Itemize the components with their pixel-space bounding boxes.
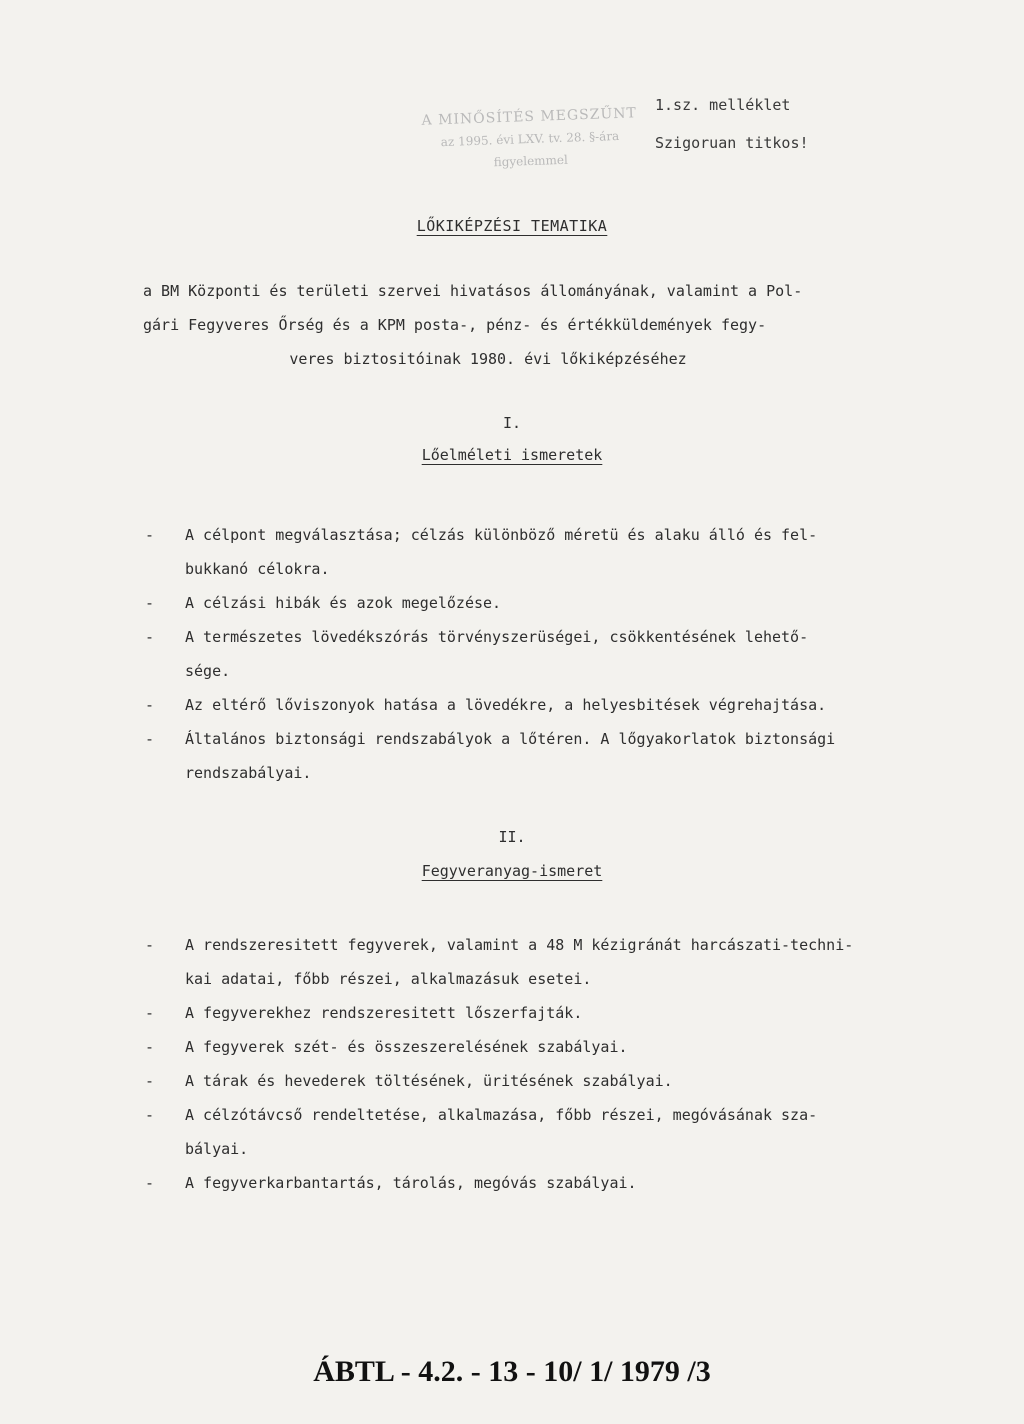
list-item: - A fegyverekhez rendszeresitett lőszerfajták.	[145, 1004, 583, 1022]
list-item: - Általános biztonsági rendszabályok a lőtéren. A lőgyakorlatok biztonsági rendszabályai.	[145, 730, 836, 782]
section-1-list	[145, 518, 885, 790]
document-title-text: LŐKIKÉPZÉSI TEMATIKA	[416, 217, 608, 235]
list-item: - A célpont megválasztása; célzás különböző méretü és alaku álló és fel- bukkanó célokra.	[145, 526, 818, 578]
classification-label: Szigoruan titkos!	[655, 134, 809, 152]
declassification-stamp	[399, 101, 661, 176]
list-item-text: A természetes lövedékszórás törvényszerüségei, csökkentésének lehető- sége.	[185, 628, 809, 680]
list-item: - A célzási hibák és azok megelőzése.	[145, 594, 502, 612]
list-item: - A célzótávcső rendeltetése, alkalmazása, főbb részei, megóvásának sza- bályai.	[145, 1106, 818, 1158]
list-item-text: A fegyverkarbantartás, tárolás, megóvás szabályai.	[185, 1174, 637, 1192]
list-item-text: A fegyverek szét- és összeszerelésének szabályai.	[185, 1038, 628, 1056]
intro-paragraph	[143, 274, 873, 376]
list-item: - A tárak és hevederek töltésének, üritésének szabályai.	[145, 1072, 673, 1090]
section-2-title	[0, 862, 1024, 880]
section-1-title	[0, 446, 1024, 464]
section-1-title-text: Lőelméleti ismeretek	[421, 446, 603, 464]
list-item-text: Általános biztonsági rendszabályok a lőtéren. A lőgyakorlatok biztonsági rendszabályai.	[185, 730, 836, 782]
list-item: - Az eltérő lőviszonyok hatása a lövedékre, a helyesbitések végrehajtása.	[145, 696, 827, 714]
list-item: - A rendszeresitett fegyverek, valamint a 48 M kézigránát harcászati-techni- kai adatai, főbb részei, alkalmazásuk esetei.	[145, 936, 854, 988]
intro-line-3: veres biztositóinak 1980. évi lőkiképzéséhez	[289, 350, 687, 368]
document-title	[0, 217, 1024, 235]
intro-line-2: gári Fegyveres Őrség és a KPM posta-, pénz- és értékküldemények fegy-	[143, 316, 767, 334]
section-2-number: II.	[498, 828, 526, 846]
list-item-text: A tárak és hevederek töltésének, üritésének szabályai.	[185, 1072, 673, 1090]
section-2-list	[145, 928, 885, 1200]
list-item-text: A fegyverekhez rendszeresitett lőszerfajták.	[185, 1004, 583, 1022]
list-item: - A fegyverek szét- és összeszerelésének szabályai.	[145, 1038, 628, 1056]
list-item-text: A célpont megválasztása; célzás különböző méretü és alaku álló és fel- bukkanó célokra.	[185, 526, 818, 578]
intro-line-1: a BM Központi és területi szervei hivatásos állományának, valamint a Pol-	[143, 282, 803, 300]
list-item-text: Az eltérő lőviszonyok hatása a lövedékre, a helyesbitések végrehajtása.	[185, 696, 827, 714]
section-1-number: I.	[502, 414, 522, 432]
list-item: - A fegyverkarbantartás, tárolás, megóvás szabályai.	[145, 1174, 637, 1192]
list-item: - A természetes lövedékszórás törvényszerüségei, csökkentésének lehető- sége.	[145, 628, 809, 680]
list-item-text: A rendszeresitett fegyverek, valamint a 48 M kézigránát harcászati-techni- kai adatai, főbb részei, alkalmazásuk esetei.	[185, 936, 854, 988]
list-item-text: A célzótávcső rendeltetése, alkalmazása, főbb részei, megóvásának sza- bályai.	[185, 1106, 818, 1158]
stamp-line-3: figyelemmel	[493, 152, 569, 170]
stamp-line-2: az 1995. évi LXV. tv. 28. §-ára	[440, 128, 620, 150]
stamp-line-1: A MINŐSÍTÉS MEGSZŰNT	[421, 105, 638, 129]
annex-label: 1.sz. melléklet	[655, 96, 791, 114]
list-item-text: A célzási hibák és azok megelőzése.	[185, 594, 502, 612]
section-2-title-text: Fegyveranyag-ismeret	[421, 862, 603, 880]
archive-reference: ÁBTL - 4.2. - 13 - 10/ 1/ 1979 /3	[313, 1355, 711, 1388]
header-block	[655, 86, 809, 162]
